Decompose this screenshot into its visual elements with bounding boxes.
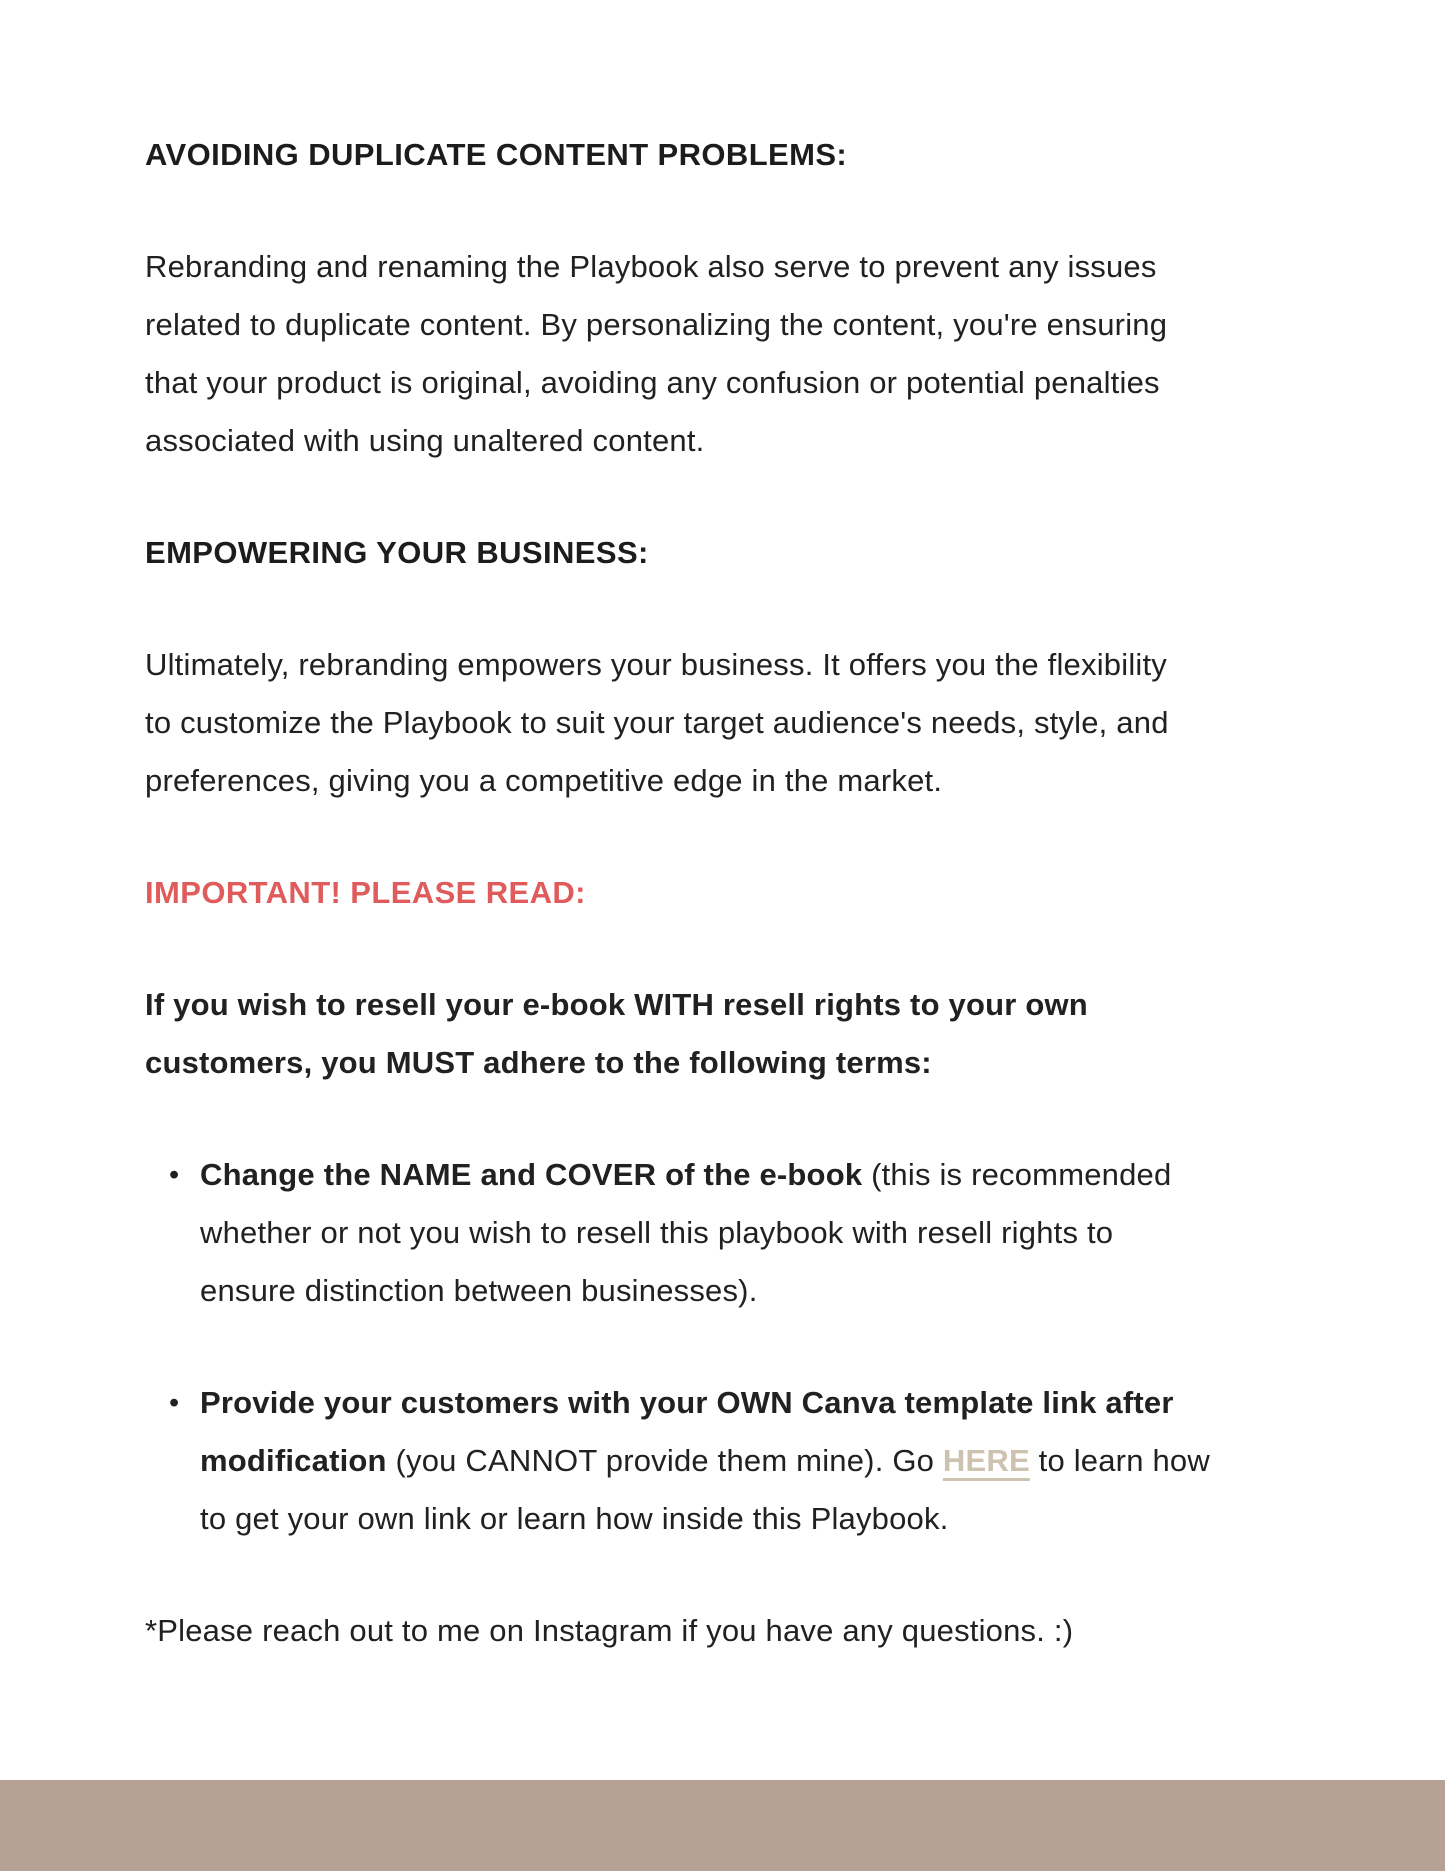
text-segment: to learn how bbox=[1029, 1443, 1210, 1478]
text-segment: associated with using unaltered content. bbox=[145, 423, 705, 458]
section-heading-empowering-your-business: EMPOWERING YOUR BUSINESS: bbox=[145, 535, 649, 570]
text-segment: whether or not you wish to resell this playbook with resell rights to bbox=[200, 1215, 1114, 1250]
text-segment: Change the NAME and COVER of the e-book bbox=[200, 1157, 863, 1192]
text-segment: ensure distinction between businesses). bbox=[200, 1273, 758, 1308]
here-link[interactable]: HERE bbox=[942, 1443, 1030, 1478]
bullet-icon: • bbox=[169, 1387, 180, 1419]
text-segment: Ultimately, rebranding empowers your business. It offers you the flexibility bbox=[145, 647, 1168, 682]
text-line bbox=[145, 694, 1365, 752]
text-segment: Rebranding and renaming the Playbook also serve to prevent any issues bbox=[145, 249, 1157, 284]
text-segment: (this is recommended bbox=[862, 1157, 1172, 1192]
section-heading-important-please-read: IMPORTANT! PLEASE READ: bbox=[145, 875, 586, 910]
text-segment: to customize the Playbook to suit your target audience's needs, style, and bbox=[145, 705, 1169, 740]
text-line bbox=[200, 1432, 1365, 1490]
text-segment: to get your own link or learn how inside this Playbook. bbox=[200, 1501, 949, 1536]
text-line bbox=[200, 1146, 1365, 1204]
text-line bbox=[145, 636, 1365, 694]
text-line bbox=[145, 412, 1365, 470]
text-segment: customers, you MUST adhere to the following terms: bbox=[145, 1045, 932, 1080]
text-line bbox=[200, 1374, 1365, 1432]
text-segment: preferences, giving you a competitive edge in the market. bbox=[145, 763, 943, 798]
text-segment: modification bbox=[200, 1443, 387, 1478]
bullet-text-own-canva-template-link bbox=[200, 1374, 1365, 1548]
text-segment: related to duplicate content. By personalizing the content, you're ensuring bbox=[145, 307, 1168, 342]
text-segment: (you CANNOT provide them mine). Go bbox=[386, 1443, 943, 1478]
footnote-instagram: *Please reach out to me on Instagram if you have any questions. :) bbox=[145, 1613, 1074, 1648]
text-segment: Provide your customers with your OWN Canva template link after bbox=[200, 1385, 1174, 1420]
text-line bbox=[145, 238, 1365, 296]
text-line bbox=[145, 752, 1365, 810]
text-line bbox=[200, 1262, 1365, 1320]
bullet-item-change-name-cover bbox=[145, 1146, 1365, 1320]
bullet-item-own-canva-template-link bbox=[145, 1374, 1365, 1548]
text-line bbox=[145, 976, 1365, 1034]
text-line bbox=[145, 296, 1365, 354]
footer-bar bbox=[0, 1780, 1445, 1871]
text-segment: If you wish to resell your e-book WITH resell rights to your own bbox=[145, 987, 1088, 1022]
text-line bbox=[145, 354, 1365, 412]
paragraph-duplicate-content bbox=[145, 238, 1365, 470]
page-content bbox=[145, 126, 1365, 1660]
paragraph-resell-terms-intro bbox=[145, 976, 1365, 1092]
text-line bbox=[145, 1034, 1365, 1092]
paragraph-empowering-business bbox=[145, 636, 1365, 810]
section-heading-avoiding-duplicate-content: AVOIDING DUPLICATE CONTENT PROBLEMS: bbox=[145, 137, 848, 172]
text-segment: that your product is original, avoiding any confusion or potential penalties bbox=[145, 365, 1160, 400]
bullet-icon: • bbox=[169, 1159, 180, 1191]
bullet-text-change-name-cover bbox=[200, 1146, 1365, 1320]
text-line bbox=[200, 1490, 1365, 1548]
text-line bbox=[200, 1204, 1365, 1262]
